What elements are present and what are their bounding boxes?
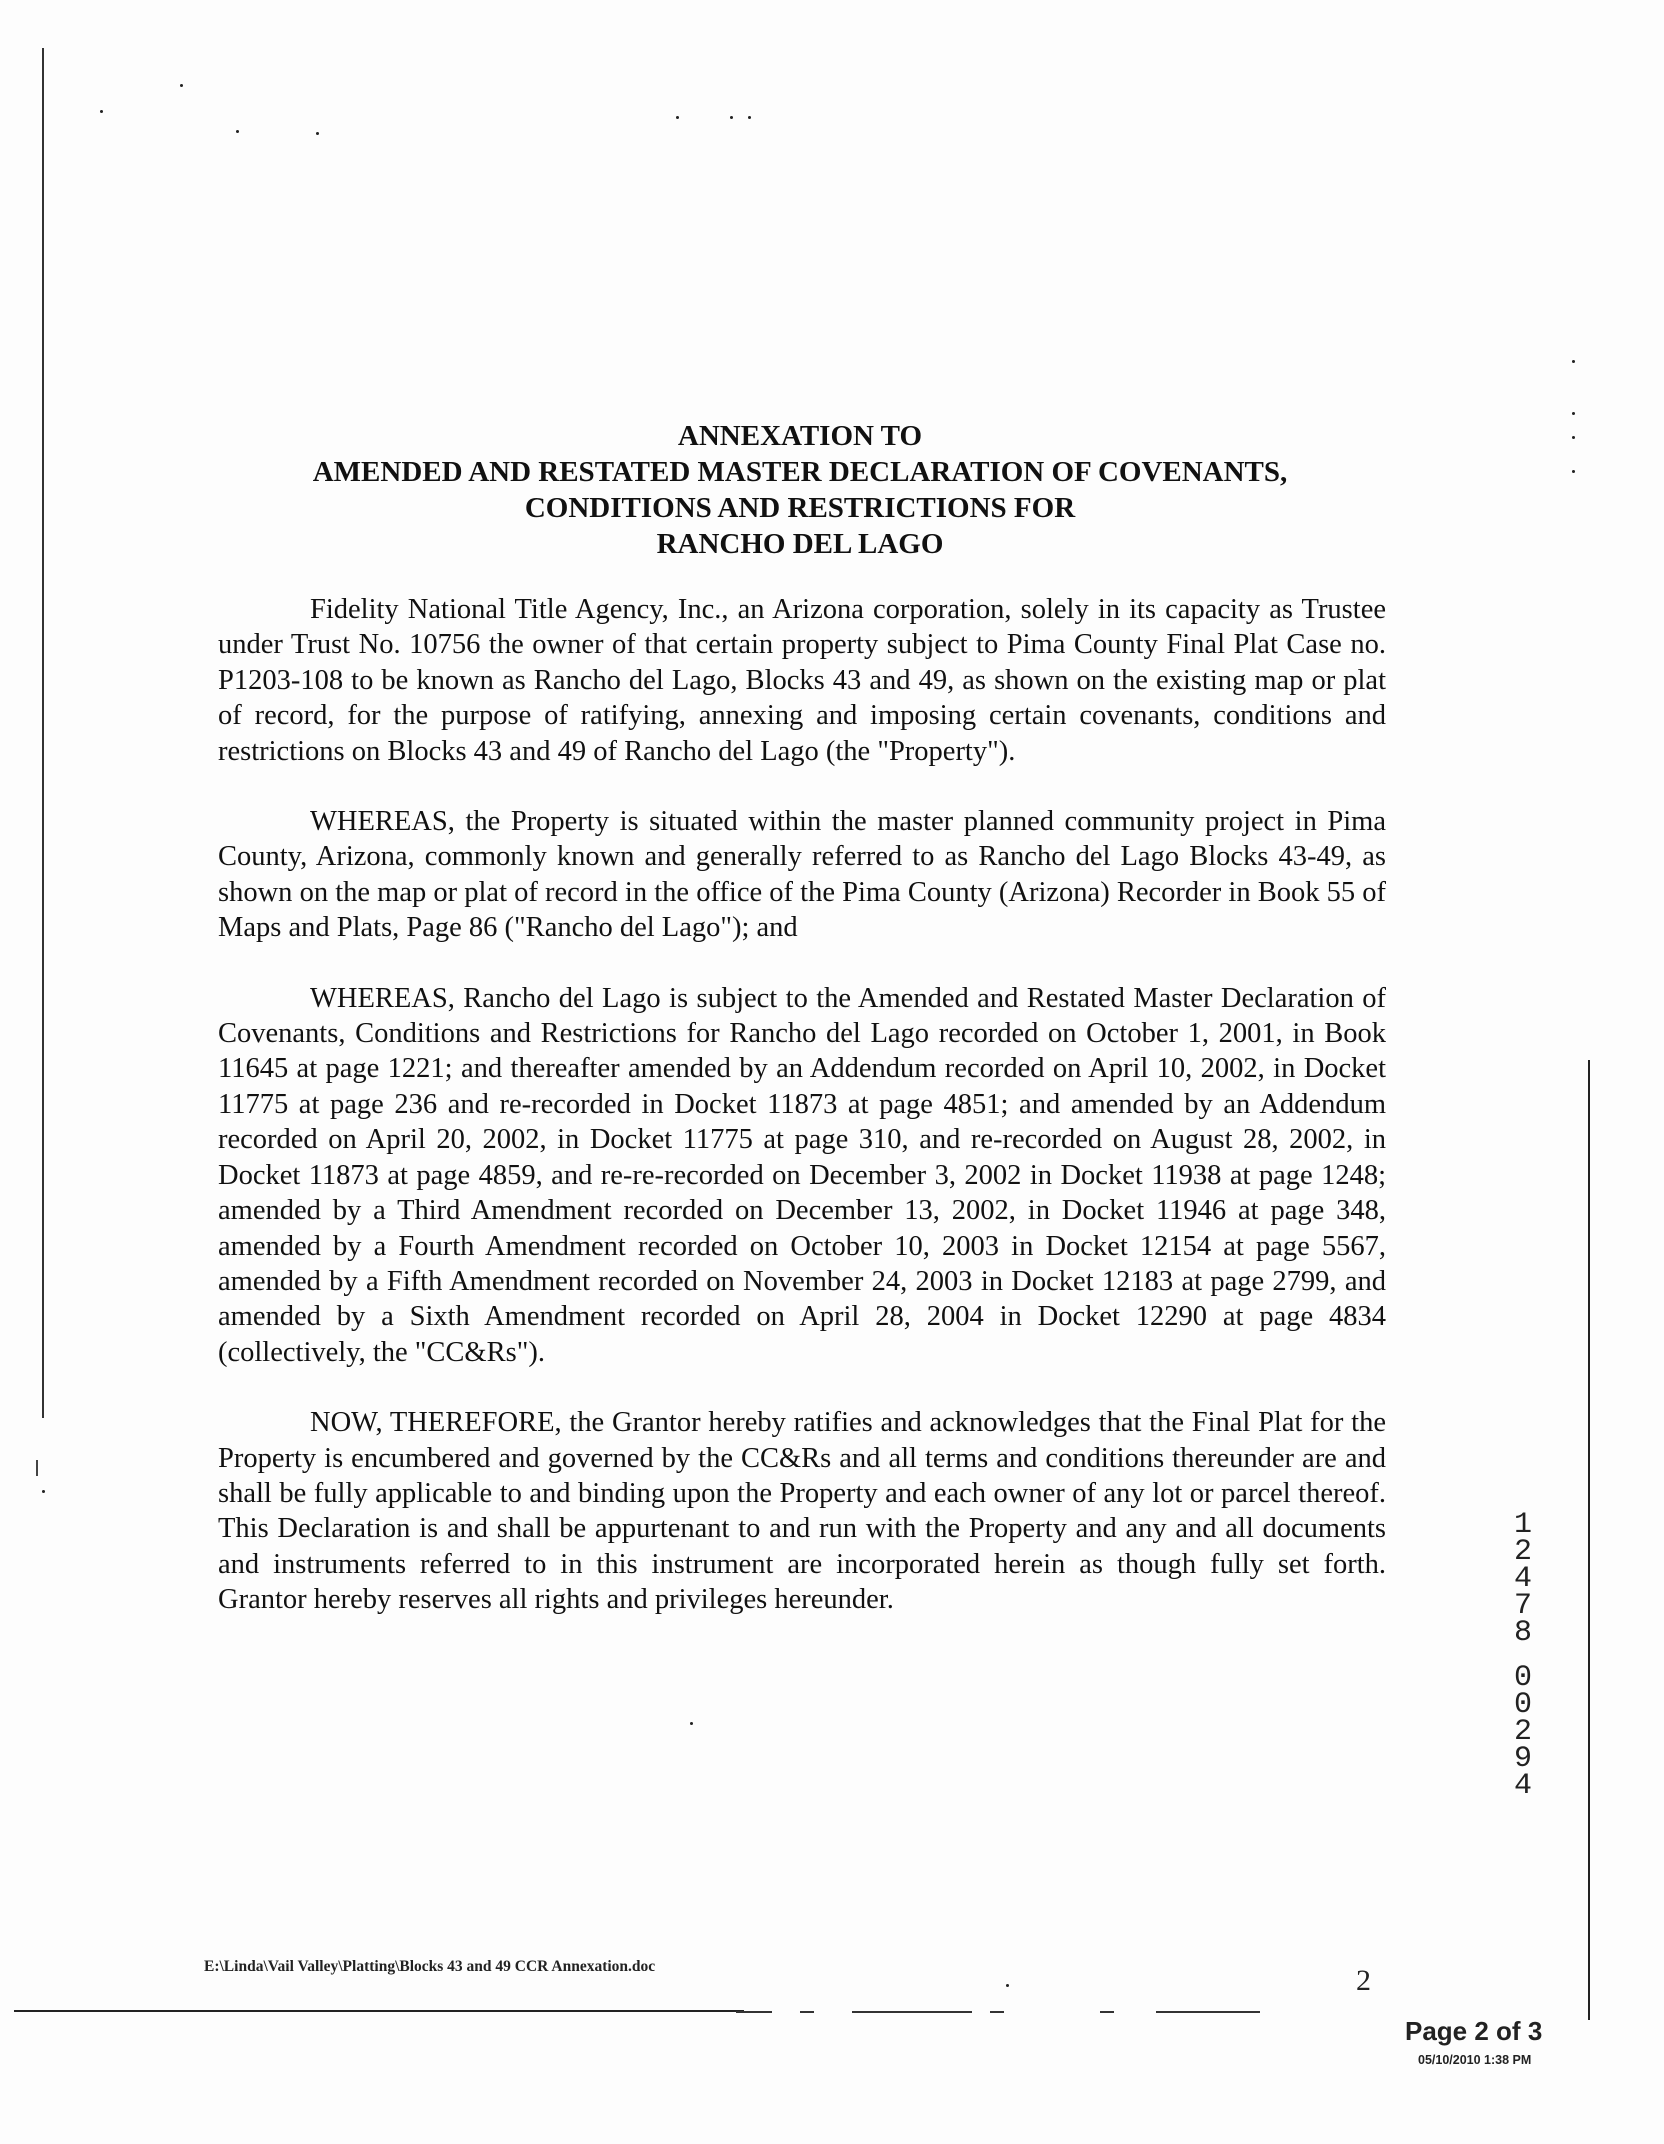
page-digit: 2 [1513, 1715, 1532, 1749]
scan-speck [42, 1490, 45, 1493]
recording-number-vertical [1508, 1508, 1538, 1803]
title-line-1: ANNEXATION TO [677, 420, 923, 452]
scan-speck [730, 116, 733, 119]
title-line-3: CONDITIONS AND RESTRICTIONS FOR [524, 492, 1076, 524]
recorder-stamp-datetime: 05/10/2010 1:38 PM [1418, 2053, 1532, 2067]
page-digit: 0 [1513, 1661, 1532, 1695]
bottom-rule [14, 2010, 744, 2012]
footer-file-path: E:\Linda\Vail Valley\Platting\Blocks 43 and 49 CCR Annexation.doc [204, 1958, 656, 1975]
bottom-rule-dash [852, 2011, 972, 2013]
docket-digit: 4 [1513, 1562, 1532, 1596]
scan-speck [100, 110, 103, 113]
page-digit: 4 [1513, 1769, 1532, 1803]
paragraph-whereas-2: WHEREAS, Rancho del Lago is subject to the Amended and Restated Master Declaration of Covenants, Conditions and Restrictions for Rancho del Lago recorded on October 1, 2001, in Book 11645 at page 1221; and thereafter amended by an Addendum recorded on April 10, 2002, in Docket 11775 at page 236 and re-recorded in Docket 11873 at page 4851; and amended by an Addendum recorded on April 20, 2002, in Docket 11775 at page 310, and re-recorded on August 28, 2002, in Docket 11873 at page 4859, and re-re-recorded on December 3, 2002 in Docket 11938 at page 1248; amended by a Third Amendment recorded on December 13, 2002, in Docket 11946 at page 348, amended by a Fourth Amendment recorded on October 10, 2003 in Docket 12154 at page 5567, amended by a Fifth Amendment recorded on November 24, 2003 in Docket 12183 at page 2799, and amended by a Sixth Amendment recorded on April 28, 2004 in Docket 12290 at page 4834 (collectively, the "CC&Rs"). [218, 982, 1386, 1368]
paragraph-whereas-1: WHEREAS, the Property is situated within the master planned community project in Pima County, Arizona, commonly known and generally referred to as Rancho del Lago Blocks 43-49, as shown on the map or plat of record in the office of the Pima County (Arizona) Recorder in Book 55 of Maps and Plats, Page 86 ("Rancho del Lago"); and [218, 806, 1386, 944]
bottom-rule-dash [990, 2011, 1004, 2013]
docket-digit: 2 [1513, 1535, 1532, 1569]
scan-edge-line-right [1588, 1060, 1590, 2020]
scan-speck [236, 130, 239, 133]
scan-speck [690, 1722, 693, 1725]
scan-edge-line-left [42, 48, 44, 1418]
scan-speck [180, 84, 183, 87]
title-line-2: AMENDED AND RESTATED MASTER DECLARATION OF COVENANTS, [312, 456, 1288, 488]
page-digit: 9 [1513, 1742, 1532, 1776]
paragraph-preamble: Fidelity National Title Agency, Inc., an Arizona corporation, solely in its capacity as Trustee under Trust No. 10756 the owner of that certain property subject to Pima County Final Plat Case no. P1203-108 to be known as Rancho del Lago, Blocks 43 and 49, as shown on the existing map or plat of record, for the purpose of ratifying, annexing and imposing certain covenants, conditions and restrictions on Blocks 43 and 49 of Rancho del Lago (the "Property"). [218, 594, 1386, 767]
scan-speck [1006, 1984, 1009, 1987]
scan-speck [1572, 360, 1575, 363]
bottom-rule-dash [800, 2011, 814, 2013]
paragraph-now-therefore: NOW, THEREFORE, the Grantor hereby ratifies and acknowledges that the Final Plat for the Property is encumbered and governed by the CC&Rs and all terms and conditions thereunder are and shall be fully applicable to and binding upon the Property and each owner of any lot or parcel thereof. This Declaration is and shall be appurtenant to and run with the Property and any and all documents and instruments referred to in this instrument are incorporated herein as though fully set forth. Grantor hereby reserves all rights and privileges hereunder. [218, 1407, 1386, 1616]
scan-speck [748, 116, 751, 119]
scan-speck [1572, 412, 1575, 415]
docket-digit: 7 [1513, 1589, 1532, 1623]
docket-digit: 1 [1513, 1508, 1532, 1542]
bottom-rule-dash [736, 2011, 772, 2013]
scan-edge-mark-left [36, 1460, 38, 1476]
title-line-4: RANCHO DEL LAGO [656, 528, 944, 560]
scan-speck [676, 116, 679, 119]
page-number: 2 [1356, 1964, 1371, 1997]
recorder-stamp-page: Page 2 of 3 [1405, 2016, 1543, 2046]
bottom-rule-dash [1156, 2011, 1260, 2013]
scan-speck [1572, 470, 1575, 473]
scan-speck [316, 132, 319, 135]
bottom-rule-dash [1100, 2011, 1114, 2013]
document-body [218, 592, 1386, 1653]
docket-digit: 8 [1513, 1616, 1532, 1650]
document-title [200, 418, 1400, 562]
page-digit: 0 [1513, 1688, 1532, 1722]
scan-speck [1572, 436, 1575, 439]
